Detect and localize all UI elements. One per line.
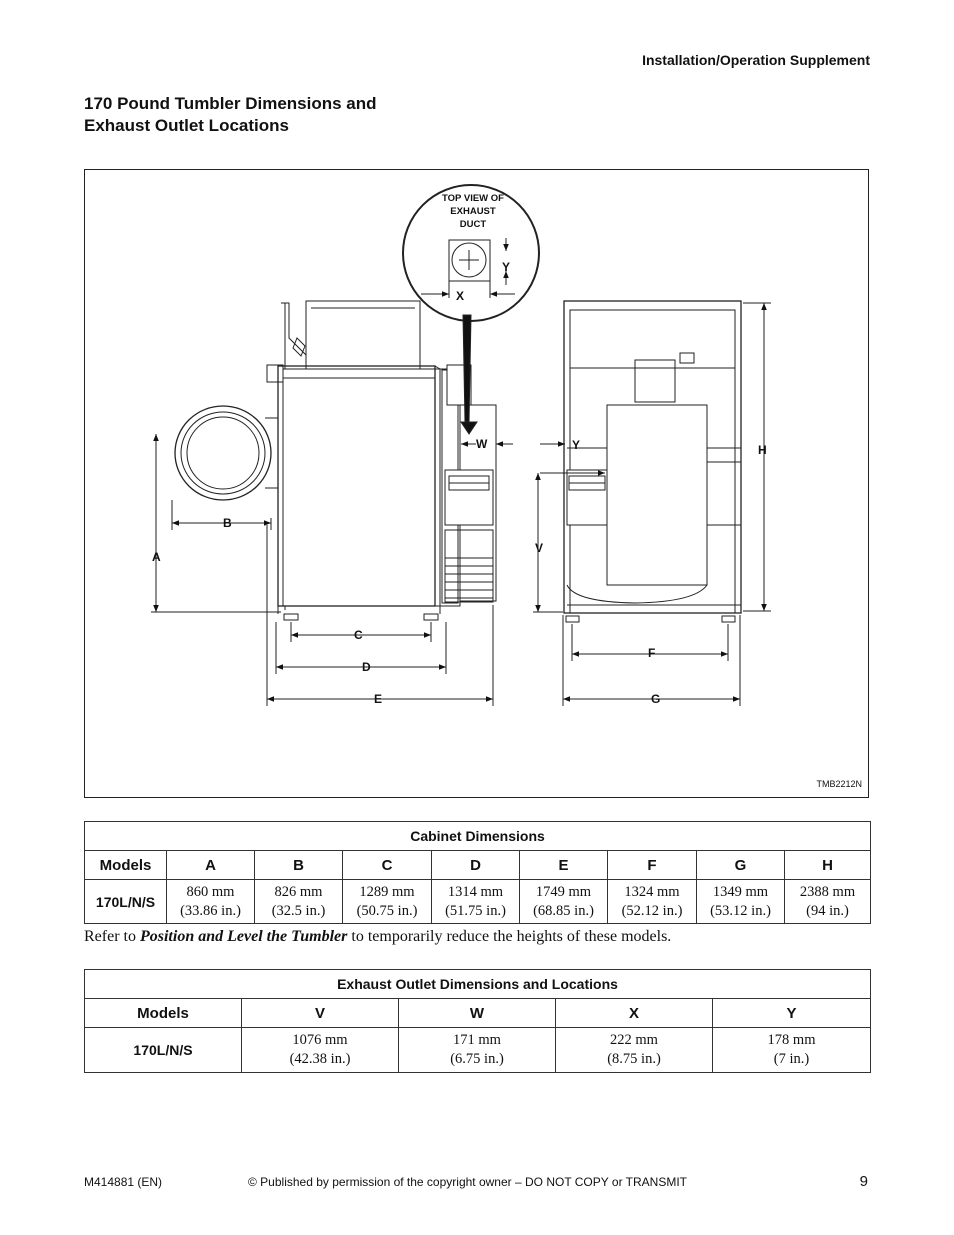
cabinet-model-cell: 170L/N/S — [85, 880, 167, 924]
cabinet-cell-a: 860 mm (33.86 in.) — [167, 880, 255, 924]
section-title-line-1: 170 Pound Tumbler Dimensions and — [84, 94, 377, 113]
dim-label-x: X — [456, 289, 465, 303]
cabinet-header-a: A — [167, 851, 255, 880]
dim-label-g: G — [651, 692, 661, 706]
exhaust-header-v: V — [242, 999, 399, 1028]
exhaust-header-w: W — [399, 999, 556, 1028]
footer-doc-number: M414881 (EN) — [84, 1175, 163, 1189]
cabinet-cell-d: 1314 mm (51.75 in.) — [432, 880, 520, 924]
dim-label-w: W — [476, 437, 488, 451]
cabinet-header-g: G — [697, 851, 785, 880]
dim-label-h: H — [758, 443, 767, 457]
page-number: 9 — [859, 1173, 868, 1190]
exhaust-dimensions-table — [84, 969, 871, 1073]
reference-note — [84, 928, 671, 946]
cabinet-header-d: D — [432, 851, 520, 880]
cabinet-header-f: F — [608, 851, 697, 880]
exhaust-cell-w: 171 mm (6.75 in.) — [399, 1028, 556, 1073]
dim-label-y-inset: Y — [502, 260, 511, 274]
exhaust-header-x: X — [556, 999, 713, 1028]
cabinet-header-b: B — [255, 851, 343, 880]
exhaust-cell-y: 178 mm (7 in.) — [713, 1028, 871, 1073]
cabinet-header-h: H — [785, 851, 871, 880]
top-view-label-line-1: TOP VIEW OF — [442, 193, 504, 204]
dim-label-a: A — [152, 550, 161, 564]
document-section-header: Installation/Operation Supplement — [642, 52, 870, 68]
section-title — [84, 93, 377, 137]
exhaust-header-models: Models — [85, 999, 242, 1028]
exhaust-header-y: Y — [713, 999, 871, 1028]
footer-copyright: © Published by permission of the copyright owner – DO NOT COPY or TRANSMIT — [248, 1175, 688, 1189]
dim-label-d: D — [362, 660, 371, 674]
exhaust-table-caption: Exhaust Outlet Dimensions and Locations — [85, 970, 871, 999]
cabinet-dimensions-table — [84, 821, 871, 924]
exhaust-cell-x: 222 mm (8.75 in.) — [556, 1028, 713, 1073]
front-view-drawing — [564, 301, 741, 622]
cabinet-header-c: C — [343, 851, 432, 880]
dim-label-c: C — [354, 628, 363, 642]
cabinet-cell-h: 2388 mm (94 in.) — [785, 880, 871, 924]
cabinet-header-e: E — [520, 851, 608, 880]
figure-id: TMB2212N — [816, 779, 862, 789]
section-title-line-2: Exhaust Outlet Locations — [84, 116, 289, 135]
note-suffix: to temporarily reduce the heights of these models. — [347, 928, 672, 945]
dimension-drawing — [85, 170, 870, 799]
side-view-drawing — [175, 301, 496, 620]
exhaust-cell-v: 1076 mm (42.38 in.) — [242, 1028, 399, 1073]
top-view-label-line-3: DUCT — [459, 219, 487, 230]
cabinet-cell-f: 1324 mm (52.12 in.) — [608, 880, 697, 924]
cabinet-cell-g: 1349 mm (53.12 in.) — [697, 880, 785, 924]
dim-label-y-front: Y — [572, 438, 581, 452]
cabinet-header-models: Models — [85, 851, 167, 880]
cabinet-cell-e: 1749 mm (68.85 in.) — [520, 880, 608, 924]
table-row — [85, 880, 871, 924]
dim-label-f: F — [648, 646, 656, 660]
cabinet-table-caption: Cabinet Dimensions — [85, 822, 871, 851]
top-view-label-line-2: EXHAUST — [450, 206, 496, 217]
note-prefix: Refer to — [84, 928, 140, 945]
dimension-figure — [84, 169, 869, 798]
dim-label-b: B — [223, 516, 232, 530]
exhaust-model-cell: 170L/N/S — [85, 1028, 242, 1073]
cabinet-cell-b: 826 mm (32.5 in.) — [255, 880, 343, 924]
dim-label-v: V — [535, 541, 544, 555]
dim-label-e: E — [374, 692, 383, 706]
table-row — [85, 1028, 871, 1073]
cabinet-cell-c: 1289 mm (50.75 in.) — [343, 880, 432, 924]
note-reference-link[interactable]: Position and Level the Tumbler — [139, 928, 348, 945]
